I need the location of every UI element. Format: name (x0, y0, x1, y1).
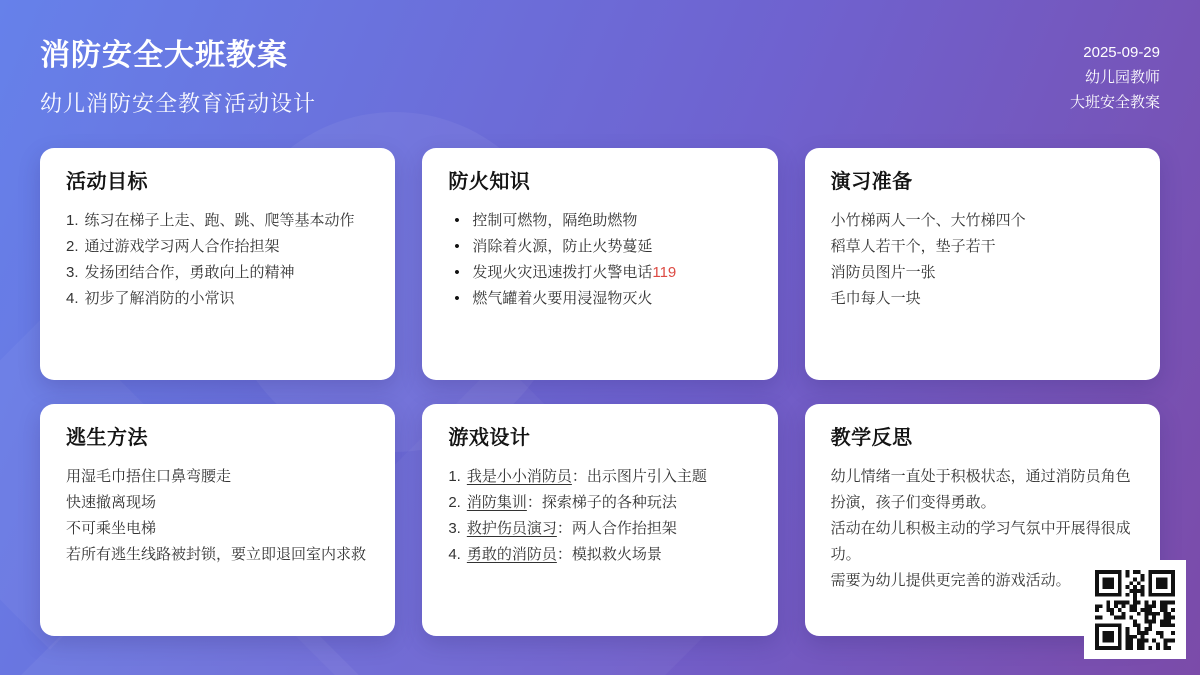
meta-author: 幼儿园教师 (1084, 69, 1160, 86)
item-number: 3. (66, 264, 79, 281)
card-game-design (422, 404, 777, 636)
item-text: 练习在梯子上走、跑、跳、爬等基本动作 (84, 212, 355, 229)
item-text: 初步了解消防的小常识 (84, 290, 235, 307)
item-text: 控制可燃物，隔绝助燃物 (472, 212, 638, 229)
list-item: 小竹梯两人一个、大竹梯四个 (830, 212, 1026, 229)
card-activity-goals (40, 148, 395, 380)
item-text: 通过游戏学习两人合作抬担架 (84, 238, 280, 255)
card-title: 教学反思 (830, 427, 913, 449)
list-item: 用湿毛巾捂住口鼻弯腰走 (66, 468, 232, 485)
list-item (448, 234, 751, 260)
item-number: 1. (66, 212, 79, 229)
qr-code (1084, 560, 1186, 659)
header-meta (1070, 40, 1160, 115)
game-desc: ：两人合作抬担架 (556, 520, 677, 537)
list-item (66, 260, 369, 286)
bullet-icon: • (454, 264, 460, 281)
list-item: 不可乘坐电梯 (66, 520, 157, 537)
bullet-icon: • (454, 238, 460, 255)
list-item: 若所有逃生线路被封锁，要立即退回室内求救 (66, 546, 367, 563)
game-desc: ：探索梯子的各种玩法 (526, 494, 677, 511)
game-term: 我是小小消防员 (466, 468, 572, 485)
card-escape-methods (40, 404, 395, 636)
bullet-icon: • (454, 212, 460, 229)
item-number: 4. (66, 290, 79, 307)
card-title: 活动目标 (66, 171, 148, 193)
item-text: 燃气罐着火要用浸湿物灭火 (472, 290, 653, 307)
list-item (448, 490, 751, 516)
reflection-paragraph: 需要为幼儿提供更完善的游戏活动。 (830, 572, 1071, 589)
list-item (66, 286, 369, 312)
card-grid (40, 148, 1160, 636)
list-item (66, 208, 369, 234)
reflection-paragraph: 幼儿情绪一直处于积极状态，通过消防员角色扮演，孩子们变得勇敢。 (830, 468, 1131, 511)
list-item: 毛巾每人一块 (830, 290, 921, 307)
header (40, 38, 316, 118)
item-number: 4. (448, 546, 461, 563)
card-title: 逃生方法 (66, 427, 148, 449)
card-fire-prevention (422, 148, 777, 380)
list-item (448, 286, 751, 312)
item-number: 3. (448, 520, 461, 537)
card-title: 游戏设计 (448, 427, 531, 449)
game-term: 救护伤员演习 (466, 520, 557, 537)
item-number: 1. (448, 468, 461, 485)
card-title: 防火知识 (448, 171, 531, 193)
bullet-icon: • (454, 290, 460, 307)
item-text: 发扬团结合作，勇敢向上的精神 (84, 264, 295, 281)
list-item (448, 260, 751, 286)
list-item: 消防员图片一张 (830, 264, 936, 281)
page-title: 消防安全大班教案 (40, 39, 288, 72)
item-text: 发现火灾迅速拨打火警电话 (472, 264, 653, 281)
item-number: 2. (448, 494, 461, 511)
item-number: 2. (66, 238, 79, 255)
card-drill-preparation (805, 148, 1160, 380)
game-term: 勇敢的消防员 (466, 546, 557, 563)
list-item (66, 234, 369, 260)
list-item: 稻草人若干个，垫子若干 (830, 238, 996, 255)
game-desc: ：出示图片引入主题 (571, 468, 707, 485)
meta-category: 大班安全教案 (1069, 94, 1160, 111)
qr-code-pattern (1095, 570, 1175, 650)
game-term: 消防集训 (466, 494, 527, 511)
list-item (448, 516, 751, 542)
item-text: 消除着火源，防止火势蔓延 (472, 238, 653, 255)
list-item (448, 542, 751, 568)
page-subtitle: 幼儿消防安全教育活动设计 (40, 91, 317, 116)
list-item (448, 208, 751, 234)
list-item: 快速撤离现场 (66, 494, 157, 511)
game-desc: ：模拟救火场景 (556, 546, 662, 563)
reflection-paragraph: 活动在幼儿积极主动的学习气氛中开展得很成功。 (830, 520, 1131, 563)
list-item (448, 464, 751, 490)
emergency-number: 119 (652, 264, 677, 281)
meta-date: 2025-09-29 (1083, 44, 1160, 61)
card-title: 演习准备 (830, 171, 913, 193)
